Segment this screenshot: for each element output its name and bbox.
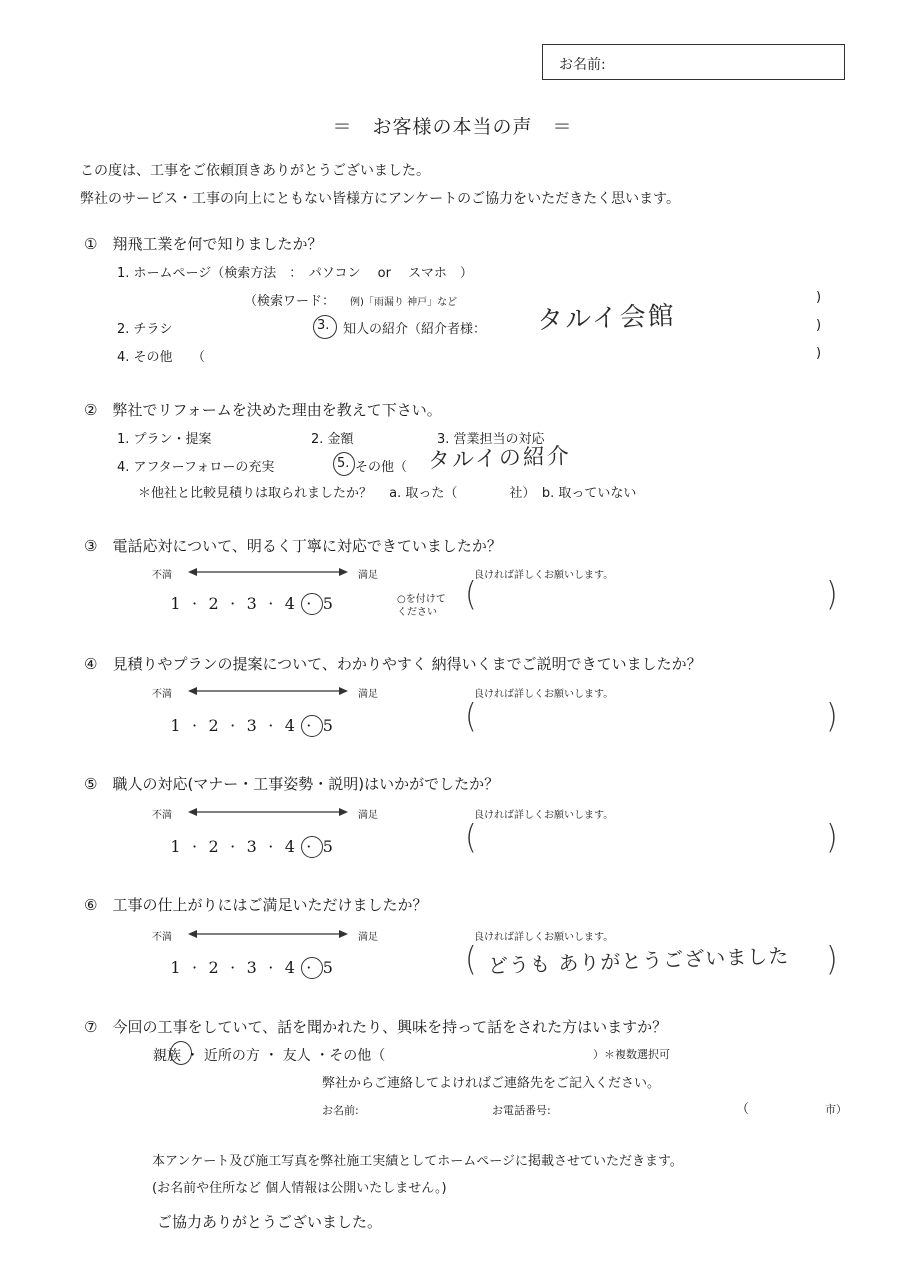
q6-rating-2[interactable]: 2 [208, 958, 220, 977]
q3-rating[interactable]: 1 · 2 · 3 · 4 · 5 [160, 594, 344, 613]
q3-scale-right: 満足 [358, 570, 378, 581]
q6-title: ⑥ 工事の仕上がりにはご満足いただけましたか？ [84, 896, 428, 914]
q7-contact-request: 弊社からご連絡してよければご連絡先をご記入ください。 [322, 1076, 661, 1091]
q5-selected-circle [301, 836, 323, 858]
intro-line-1: この度は、工事をご依頼頂きありがとうございました。 [80, 163, 430, 179]
q4-comment-open[interactable]: ( [465, 697, 477, 736]
q1-title: ① 翔飛工業を何で知りましたか？ [84, 235, 323, 253]
intro-line-2: 弊社のサービス・工事の向上にともない皆様方にアンケートのご協力をいただきたく思います。 [80, 191, 681, 207]
q6-scale-left: 不満 [152, 932, 172, 943]
q6-comment-close: ) [826, 940, 838, 979]
q2-option-plan[interactable]: 1. プラン・提案 [117, 432, 212, 447]
q4-scale-arrow [188, 685, 348, 697]
q4-rating-2[interactable]: 2 [208, 716, 220, 735]
q5-scale-right: 満足 [358, 810, 378, 821]
q3-circle-note-1: ○を付けて [397, 594, 446, 605]
q5-comment-close: ) [826, 818, 838, 857]
q2-option-other-num[interactable]: 5. [337, 456, 350, 471]
q5-rating-4[interactable]: 4 [284, 837, 296, 856]
q4-rating-5[interactable]: 5 [322, 716, 334, 735]
q5-title: ⑤ 職人の対応(マナー・工事姿勢・説明)はいかがでしたか？ [84, 775, 500, 793]
footer-notice: 本アンケート及び施工写真を弊社施工実績としてホームページに掲載させていただきます。 [152, 1154, 683, 1169]
q5-rating-3[interactable]: 3 [246, 837, 258, 856]
footer-thanks: ご協力ありがとうございました。 [157, 1213, 383, 1231]
q6-rating-3[interactable]: 3 [246, 958, 258, 977]
name-label: お名前: [559, 57, 606, 73]
page-title: ＝ お客様の本当の声 ＝ [332, 116, 573, 138]
q2-option-aftercare[interactable]: 4. アフターフォローの充実 [117, 460, 275, 475]
q3-rating-3[interactable]: 3 [246, 594, 258, 613]
q1-search-word-label: （検索ワード： [244, 294, 336, 309]
q5-rating-2[interactable]: 2 [208, 837, 220, 856]
q3-comment-open[interactable]: ( [465, 575, 477, 614]
q7-multi-note: ）＊複数選択可 [593, 1048, 670, 1061]
q3-comment-hint: 良ければ詳しくお願いします。 [474, 570, 614, 581]
q3-rating-4[interactable]: 4 [284, 594, 296, 613]
q4-selected-circle [301, 715, 323, 737]
name-box[interactable] [542, 44, 845, 80]
q5-comment-hint: 良ければ詳しくお願いします。 [474, 810, 614, 821]
q1-option-referral-num[interactable]: 3. [317, 318, 330, 333]
q6-rating-1[interactable]: 1 [170, 958, 182, 977]
q7-name-label: お名前: [322, 1104, 359, 1117]
q3-rating-2[interactable]: 2 [208, 594, 220, 613]
q2-option-price[interactable]: 2. 金額 [311, 432, 354, 447]
q3-selected-circle [301, 593, 323, 615]
q6-rating-5[interactable]: 5 [322, 958, 334, 977]
q6-comment-handwritten[interactable]: どうも ありがとうございました [487, 943, 790, 978]
q3-scale-left: 不満 [152, 570, 172, 581]
q4-rating[interactable]: 1 · 2 · 3 · 4 · 5 [160, 716, 344, 735]
q2-comparison-note: ＊他社と比較見積りは取られましたか？ a. 取った（ 社） b. 取っていない [138, 486, 637, 501]
q1-search-word-close: ) [816, 290, 822, 305]
q5-rating[interactable]: 1 · 2 · 3 · 4 · 5 [160, 837, 344, 856]
q1-other-close: ) [816, 346, 822, 361]
q7-title: ⑦ 今回の工事をしていて、話を聞かれたり、興味を持って話をされた方はいますか？ [84, 1018, 668, 1036]
q6-scale-arrow [188, 928, 348, 940]
q5-rating-1[interactable]: 1 [170, 837, 182, 856]
q4-comment-close: ) [826, 697, 838, 736]
q3-scale-arrow [188, 566, 348, 578]
q1-option-referral[interactable]: 知人の紹介（紹介者様： [343, 322, 487, 337]
q4-rating-3[interactable]: 3 [246, 716, 258, 735]
q1-option-flyer[interactable]: 2. チラシ [117, 322, 173, 337]
q1-search-word-example: 例)「雨漏り 神戸」など [350, 297, 458, 308]
q6-comment-open[interactable]: ( [465, 940, 477, 979]
q3-rating-5[interactable]: 5 [322, 594, 334, 613]
q1-option-homepage[interactable]: 1. ホームページ（検索方法 ： パソコン or スマホ ） [117, 266, 473, 281]
q6-comment-hint: 良ければ詳しくお願いします。 [474, 932, 614, 943]
q5-rating-5[interactable]: 5 [322, 837, 334, 856]
q6-selected-circle [301, 957, 323, 979]
q7-city-open[interactable]: （ [736, 1102, 750, 1117]
q7-options[interactable]: 親族 ・ 近所の方 ・ 友人 ・その他（ [153, 1048, 386, 1064]
q3-circle-note-2: ください [397, 607, 437, 618]
q1-referrer-handwritten[interactable]: タルイ会館 [536, 301, 677, 336]
q1-option-other[interactable]: 4. その他 （ [117, 350, 206, 365]
q4-scale-right: 満足 [358, 689, 378, 700]
q3-rating-1[interactable]: 1 [170, 594, 182, 613]
q2-title: ② 弊社でリフォームを決めた理由を教えて下さい。 [84, 401, 442, 419]
q4-comment-hint: 良ければ詳しくお願いします。 [474, 689, 614, 700]
q5-comment-open[interactable]: ( [465, 818, 477, 857]
q5-scale-left: 不満 [152, 810, 172, 821]
q6-scale-right: 満足 [358, 932, 378, 943]
q2-other-handwritten[interactable]: タルイの紹介 [427, 444, 572, 474]
q2-option-sales[interactable]: 3. 営業担当の対応 [437, 432, 545, 447]
q7-phone-label: お電話番号: [492, 1104, 551, 1117]
q4-title: ④ 見積りやプランの提案について、わかりやすく 納得いくまでご説明できていましたか？ [84, 655, 702, 673]
q4-rating-4[interactable]: 4 [284, 716, 296, 735]
q4-rating-1[interactable]: 1 [170, 716, 182, 735]
q6-rating-4[interactable]: 4 [284, 958, 296, 977]
q7-city-label: 市） [825, 1103, 847, 1116]
footer-privacy: (お名前や住所など 個人情報は公開いたしません。) [152, 1181, 447, 1196]
q5-scale-arrow [188, 806, 348, 818]
q1-referral-close: ) [816, 318, 822, 333]
q3-comment-close: ) [826, 575, 838, 614]
q6-rating[interactable]: 1 · 2 · 3 · 4 · 5 [160, 958, 344, 977]
q3-title: ③ 電話応対について、明るく丁寧に対応できていましたか？ [84, 537, 502, 555]
q4-scale-left: 不満 [152, 689, 172, 700]
q2-option-other[interactable]: その他（ [355, 460, 408, 475]
